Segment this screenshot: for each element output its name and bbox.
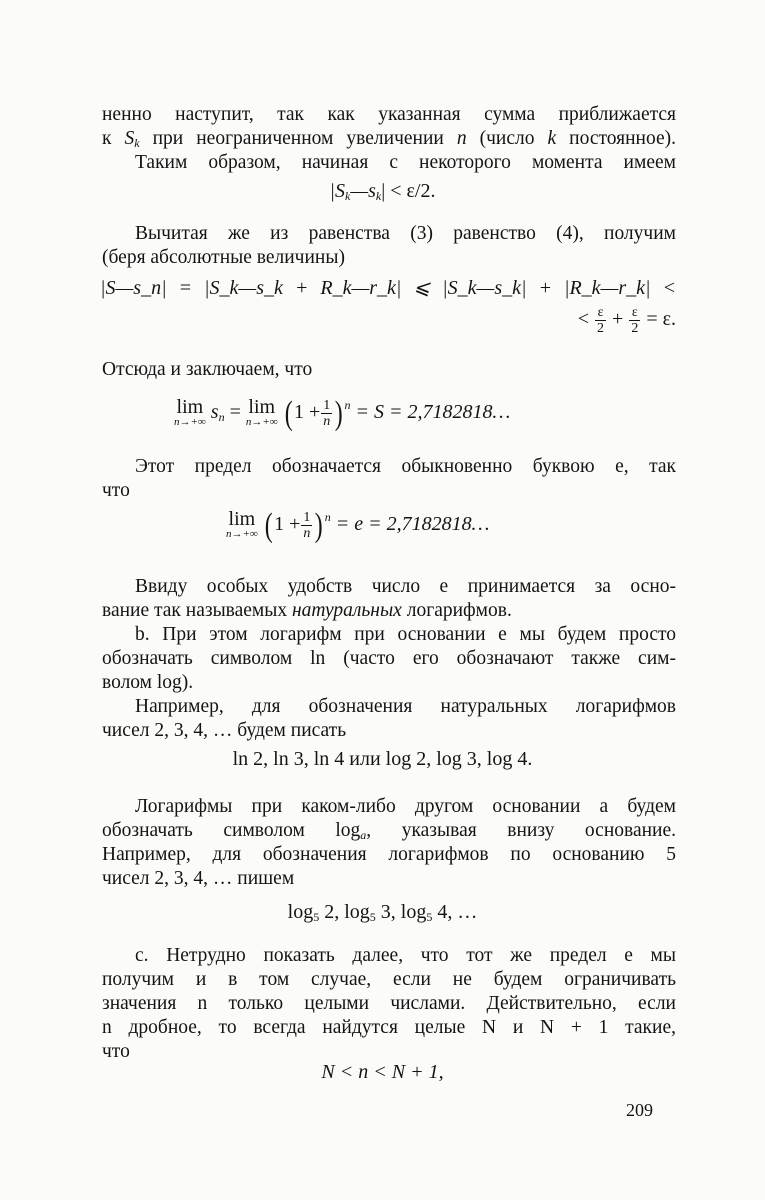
math-fragment: log	[287, 901, 314, 923]
formula-inequality-line1: |S—s_n| = |S_k—s_k + R_k—r_k| ⩽ |S_k—s_k| + |R_k—r_k| <	[100, 277, 676, 299]
lim-word: lim	[228, 508, 256, 530]
formula-limit-sn: lim n→+∞ $s_n = \lim$ n→+∞ (1 + $\frac{1}{n}$ ) $^n$ = S = 2,7182818…	[174, 395, 511, 433]
fraction-denominator: n	[323, 414, 331, 429]
text-line: Отсюда и заключаем, что	[102, 359, 313, 380]
lim-word: lim	[176, 396, 204, 418]
text-line: значения n только целыми числами. Действительно, если	[102, 993, 676, 1014]
text-line: обозначать символом ln (часто его обозначают также сим-	[102, 648, 676, 669]
fraction-numerator: ε	[629, 305, 640, 321]
text-line: чисел 2, 3, 4, … пишем	[102, 868, 295, 889]
fraction-numerator: 1	[303, 510, 311, 525]
limit-operator	[226, 510, 258, 540]
math-fragment: 1 +	[293, 401, 321, 424]
page-number: 209	[626, 1100, 653, 1120]
math-subscript: 5	[369, 910, 376, 924]
math-subscript: n	[218, 410, 225, 425]
math-subscript: a	[360, 828, 367, 842]
formula-inequality-line2	[578, 305, 676, 336]
math-fragment: —s	[350, 180, 376, 202]
math-subscript: k	[134, 136, 140, 150]
fraction-denominator: 2	[597, 321, 605, 336]
math-fragment: log	[344, 901, 370, 923]
text-line: Таким образом, начиная с некоторого момента имеем	[135, 152, 676, 173]
text-line: Вычитая же из равенства (3) равенство (4), получим	[135, 223, 676, 244]
math-fragment: +	[612, 308, 624, 331]
fraction-denominator: 2	[631, 321, 639, 336]
math-fragment: log	[400, 901, 427, 923]
limit-operator	[174, 398, 206, 428]
fraction	[301, 510, 312, 541]
math-fragment: <	[577, 308, 590, 331]
fraction	[595, 305, 606, 336]
math-fragment: = ε.	[646, 308, 676, 331]
math-fragment: 3,	[375, 901, 401, 923]
fraction-denominator: n	[303, 526, 311, 541]
text-line: чисел 2, 3, 4, … будем писать	[102, 720, 347, 741]
text-line: b. При этом логарифм при основании e мы будем просто	[135, 624, 676, 645]
math-exponent: n	[324, 510, 331, 525]
math-subscript: 5	[426, 910, 433, 924]
lim-subscript: n→+∞	[174, 416, 206, 428]
text-line	[102, 599, 676, 623]
math-exponent: n	[344, 398, 351, 413]
text-line: Этот предел обозначается обыкновенно буквою e, так	[135, 456, 676, 477]
math-subscript: k	[345, 189, 351, 203]
text-line: Например, для обозначения натуральных логарифмов	[135, 696, 676, 717]
text-line: получим и в том случае, если не будем ограничивать	[102, 969, 676, 990]
formula-ln-log: ln 2, ln 3, ln 4 или log 2, log 3, log 4.	[232, 748, 533, 770]
text-fragment: при неограниченном увеличении	[139, 128, 457, 149]
text-line: волом log).	[102, 672, 194, 693]
fraction	[321, 398, 332, 429]
math-fragment: 4, …	[432, 901, 478, 923]
text-line: что	[102, 1041, 130, 1062]
math-symbol: k	[547, 128, 557, 149]
math-fragment: = e = 2,7182818…	[335, 513, 490, 536]
text-line	[102, 819, 676, 843]
formula-limit-e: lim n→+∞ (1 + $\frac{1}{n}$ ) $^n$ = e = 2,7182818…	[226, 507, 490, 545]
italic-term: натуральных	[292, 600, 402, 621]
text-fragment: (число	[466, 128, 548, 149]
lim-subscript: n→+∞	[245, 416, 278, 428]
text-line: c. Нетрудно показать далее, что тот же предел e мы	[135, 945, 676, 966]
text-line: n дробное, то всегда найдутся целые N и N + 1 такие,	[102, 1017, 676, 1038]
math-symbol: S	[124, 128, 135, 149]
formula-n-bounds: N < n < N + 1,	[321, 1061, 444, 1083]
text-line: Ввиду особых удобств число e принимается за осно-	[135, 576, 676, 597]
math-symbol: n	[456, 128, 467, 149]
math-fragment: = S = 2,7182818…	[355, 401, 511, 424]
text-line: Логарифмы при каком-либо другом основании a будем	[135, 796, 676, 817]
text-line: что	[102, 480, 130, 501]
text-fragment: , указывая внизу основание.	[366, 820, 677, 841]
math-fragment: =	[229, 401, 241, 424]
formula-abs-difference	[0, 177, 765, 205]
lim-word: lim	[248, 396, 276, 418]
text-fragment: вание так называемых	[102, 600, 292, 621]
math-fragment: | < ε/2.	[381, 180, 436, 202]
text-fragment: постоянное).	[556, 128, 677, 149]
limit-operator	[246, 398, 278, 428]
math-subscript: k	[375, 189, 382, 203]
fraction-numerator: ε	[595, 305, 606, 321]
math-fragment: 1 +	[274, 513, 301, 536]
fraction	[629, 305, 640, 336]
math-fragment: s	[210, 401, 219, 424]
formula-log5	[0, 898, 765, 926]
math-subscript: 5	[313, 910, 320, 924]
math-fragment: |S	[329, 180, 345, 202]
text-fragment: к	[102, 128, 125, 149]
text-fragment: логарифмов.	[401, 600, 512, 621]
text-line	[102, 127, 676, 151]
math-fragment: 2,	[319, 901, 345, 923]
text-line: (беря абсолютные величины)	[102, 247, 345, 268]
lim-subscript: n→+∞	[226, 528, 258, 540]
text-line: Например, для обозначения логарифмов по основанию 5	[102, 844, 676, 865]
text-fragment: обозначать символом log	[102, 820, 361, 841]
text-line: ненно наступит, так как указанная сумма приближается	[102, 104, 676, 125]
fraction-numerator: 1	[323, 398, 331, 413]
